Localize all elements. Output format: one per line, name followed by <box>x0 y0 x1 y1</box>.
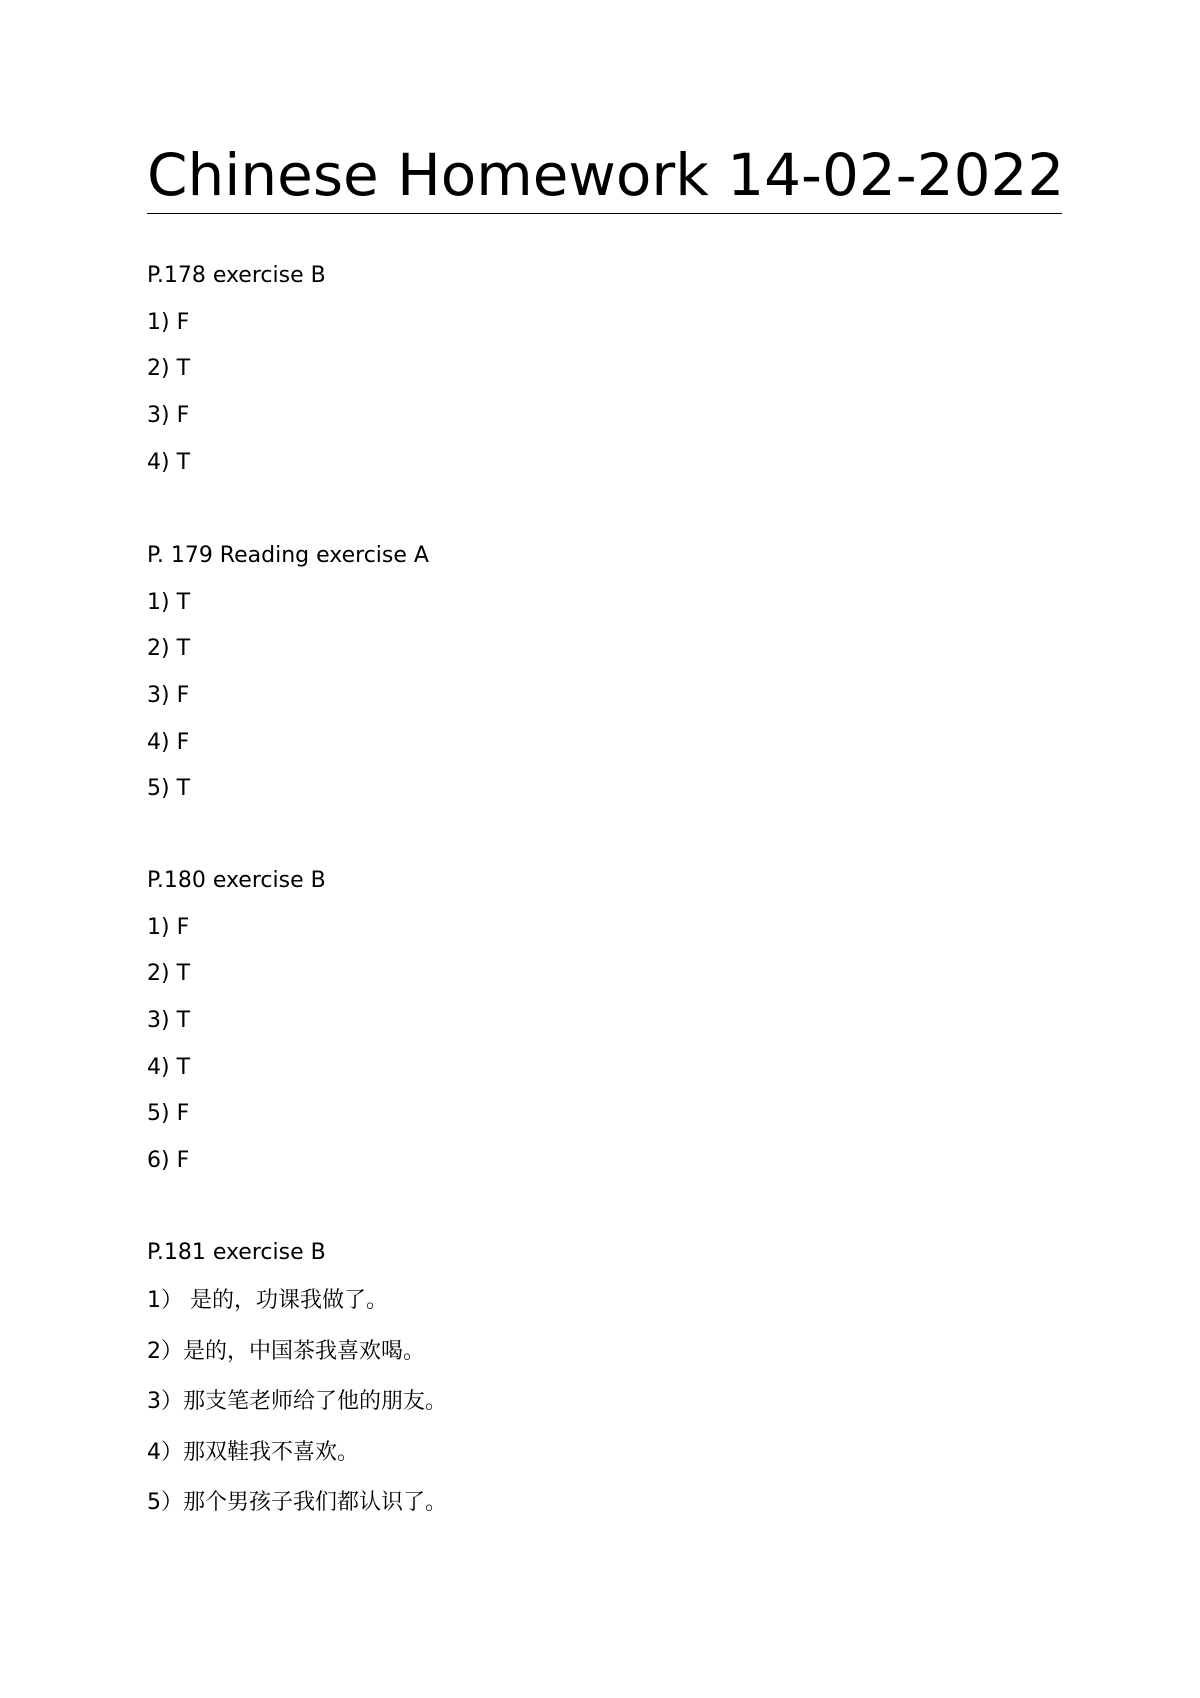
answer-item: 3）那支笔老师给了他的朋友。 <box>147 1389 447 1414</box>
answer-item: 1) F <box>147 914 190 940</box>
title-underline <box>147 213 1062 214</box>
section-p179 <box>147 543 1062 823</box>
answer-item: 4) T <box>147 449 191 475</box>
answer-item: 3) F <box>147 683 190 709</box>
answer-item: 1) T <box>147 589 191 615</box>
answer-item: 3) F <box>147 403 190 429</box>
answer-item: 2) T <box>147 961 191 987</box>
section-p180 <box>147 868 1062 1195</box>
section-p181 <box>147 1240 1062 1541</box>
answer-item: 2) T <box>147 636 191 662</box>
answer-item: 1) F <box>147 309 190 335</box>
answer-item: 3) T <box>147 1008 191 1034</box>
section-heading: P.178 exercise B <box>147 263 326 288</box>
answer-item: 4) T <box>147 1054 191 1080</box>
answer-item: 1） 是的，功课我做了。 <box>147 1288 388 1313</box>
answer-item: 4）那双鞋我不喜欢。 <box>147 1439 359 1465</box>
answer-item: 5) F <box>147 1101 190 1127</box>
section-p178 <box>147 263 1062 496</box>
section-heading: P.180 exercise B <box>147 868 326 893</box>
document-title: Chinese Homework 14-02-2022 <box>147 141 1065 209</box>
answer-item: 5) T <box>147 776 191 802</box>
section-heading: P. 179 Reading exercise A <box>147 543 429 568</box>
section-heading: P.181 exercise B <box>147 1240 326 1265</box>
answer-item: 5）那个男孩子我们都认识了。 <box>147 1490 447 1515</box>
answer-item: 4) F <box>147 729 190 755</box>
answer-item: 6) F <box>147 1148 190 1174</box>
answer-item: 2）是的，中国茶我喜欢喝。 <box>147 1338 425 1364</box>
answer-item: 2) T <box>147 356 191 382</box>
